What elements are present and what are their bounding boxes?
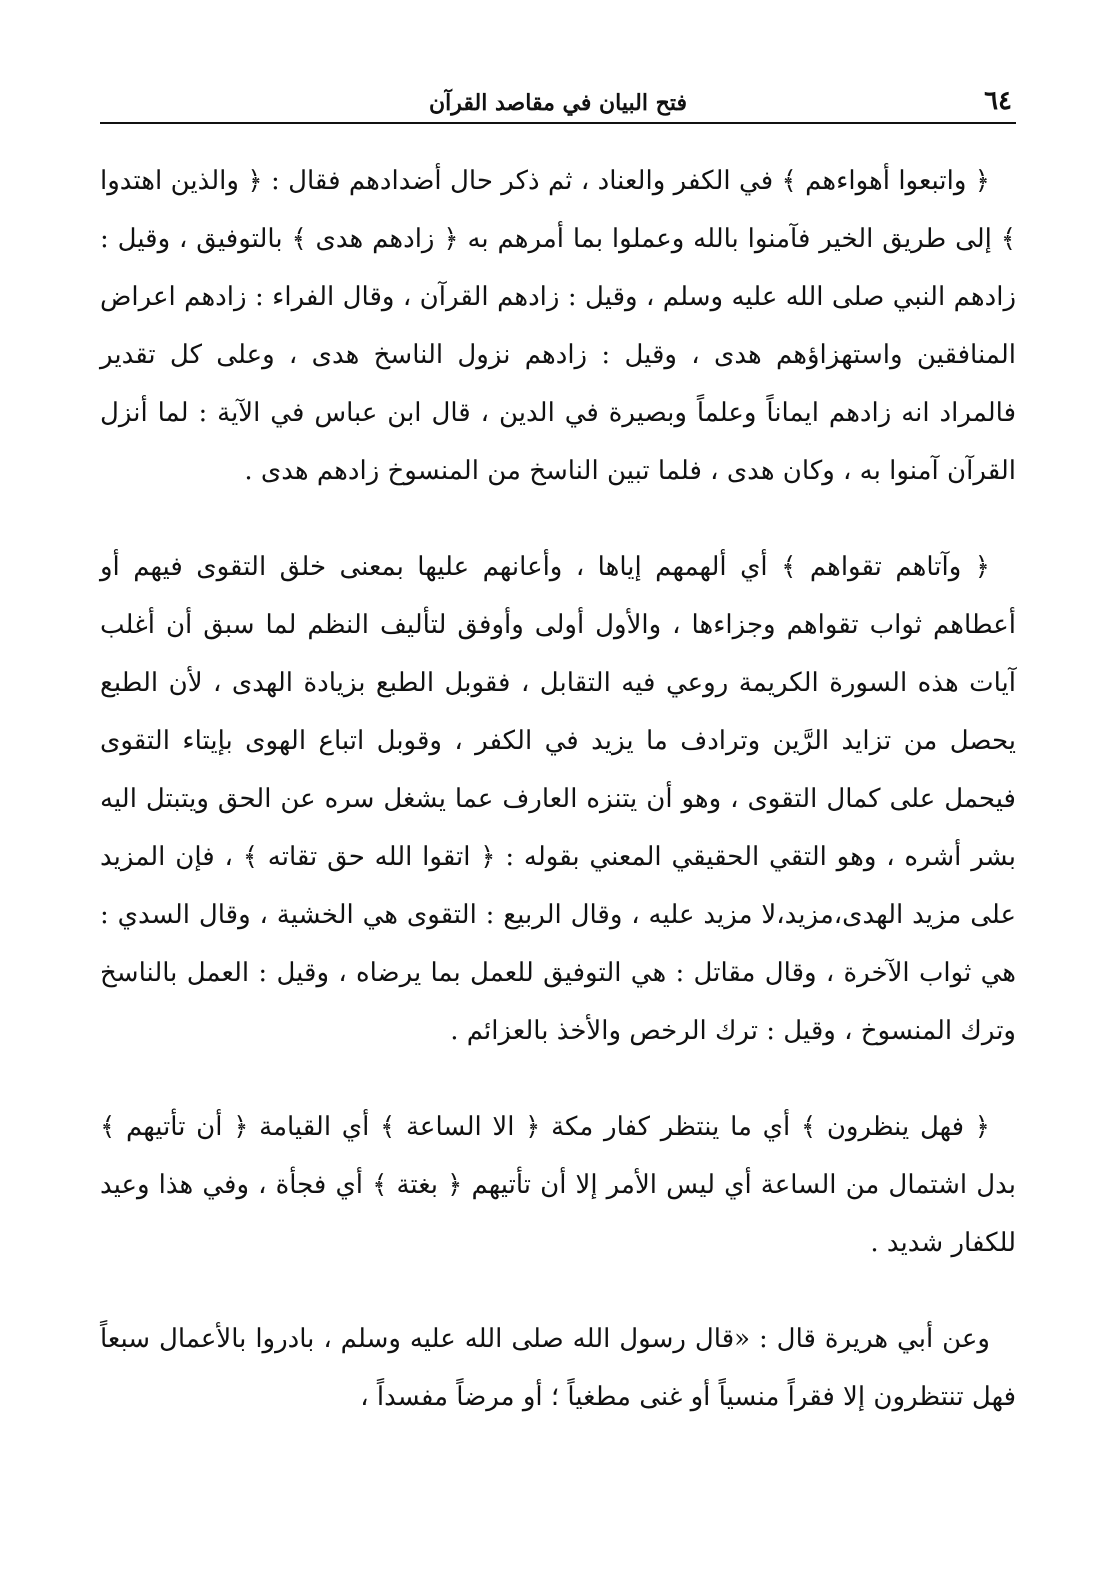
paragraph-4: وعن أبي هريرة قال : «قال رسول الله صلى الله عليه وسلم ، بادروا بالأعمال سبعاً فهل تنتظرون إلا فقراً منسياً أو غنى مطغياً ؛ أو مرضاً مفسداً ، bbox=[100, 1324, 1016, 1412]
page-body bbox=[100, 152, 1016, 1426]
running-title: فتح البيان في مقاصد القرآن bbox=[429, 90, 687, 116]
page-number: ٦٤ bbox=[984, 86, 1012, 116]
page-header bbox=[100, 78, 1016, 124]
paragraph-2: ﴿ وآتاهم تقواهم ﴾ أي ألهمهم إياها ، وأعانهم عليها بمعنى خلق التقوى فيهم أو أعطاهم ثواب تقواهم وجزاءها ، والأول أولى وأوفق لتأليف النظم لما سبق أن أغلب آيات هذه السورة الكريمة روعي فيه التقابل ، فقوبل الطبع بزيادة الهدى ، لأن الطبع يحصل من تزايد الرَّين وترادف ما يزيد في الكفر ، وقوبل اتباع الهوى بإيتاء التقوى فيحمل على كمال التقوى ، وهو أن يتنزه العارف عما يشغل سره عن الحق ويتبتل اليه بشر أشره ، وهو التقي الحقيقي المعني بقوله : ﴿ اتقوا الله حق تقاته ﴾ ، فإن المزيد على مزيد الهدى،مزيد،لا مزيد عليه ، وقال الربيع : التقوى هي الخشية ، وقال السدي : هي ثواب الآخرة ، وقال مقاتل : هي التوفيق للعمل بما يرضاه ، وقيل : العمل بالناسخ وترك المنسوخ ، وقيل : ترك الرخص والأخذ بالعزائم . bbox=[100, 552, 1016, 1046]
book-page bbox=[100, 0, 1016, 1573]
paragraph-1: ﴿ واتبعوا أهواءهم ﴾ في الكفر والعناد ، ثم ذكر حال أضدادهم فقال : ﴿ والذين اهتدوا ﴾ إلى طريق الخير فآمنوا بالله وعملوا بما أمرهم به ﴿ زادهم هدى ﴾ بالتوفيق ، وقيل : زادهم النبي صلى الله عليه وسلم ، وقيل : زادهم القرآن ، وقال الفراء : زادهم اعراض المنافقين واستهزاؤهم هدى ، وقيل : زادهم نزول الناسخ هدى ، وعلى كل تقدير فالمراد انه زادهم ايماناً وعلماً وبصيرة في الدين ، قال ابن عباس في الآية : لما أنزل القرآن آمنوا به ، وكان هدى ، فلما تبين الناسخ من المنسوخ زادهم هدى . bbox=[100, 166, 1016, 486]
paragraph-3: ﴿ فهل ينظرون ﴾ أي ما ينتظر كفار مكة ﴿ الا الساعة ﴾ أي القيامة ﴿ أن تأتيهم ﴾ بدل اشتمال من الساعة أي ليس الأمر إلا أن تأتيهم ﴿ بغتة ﴾ أي فجأة ، وفي هذا وعيد للكفار شديد . bbox=[100, 1112, 1016, 1258]
